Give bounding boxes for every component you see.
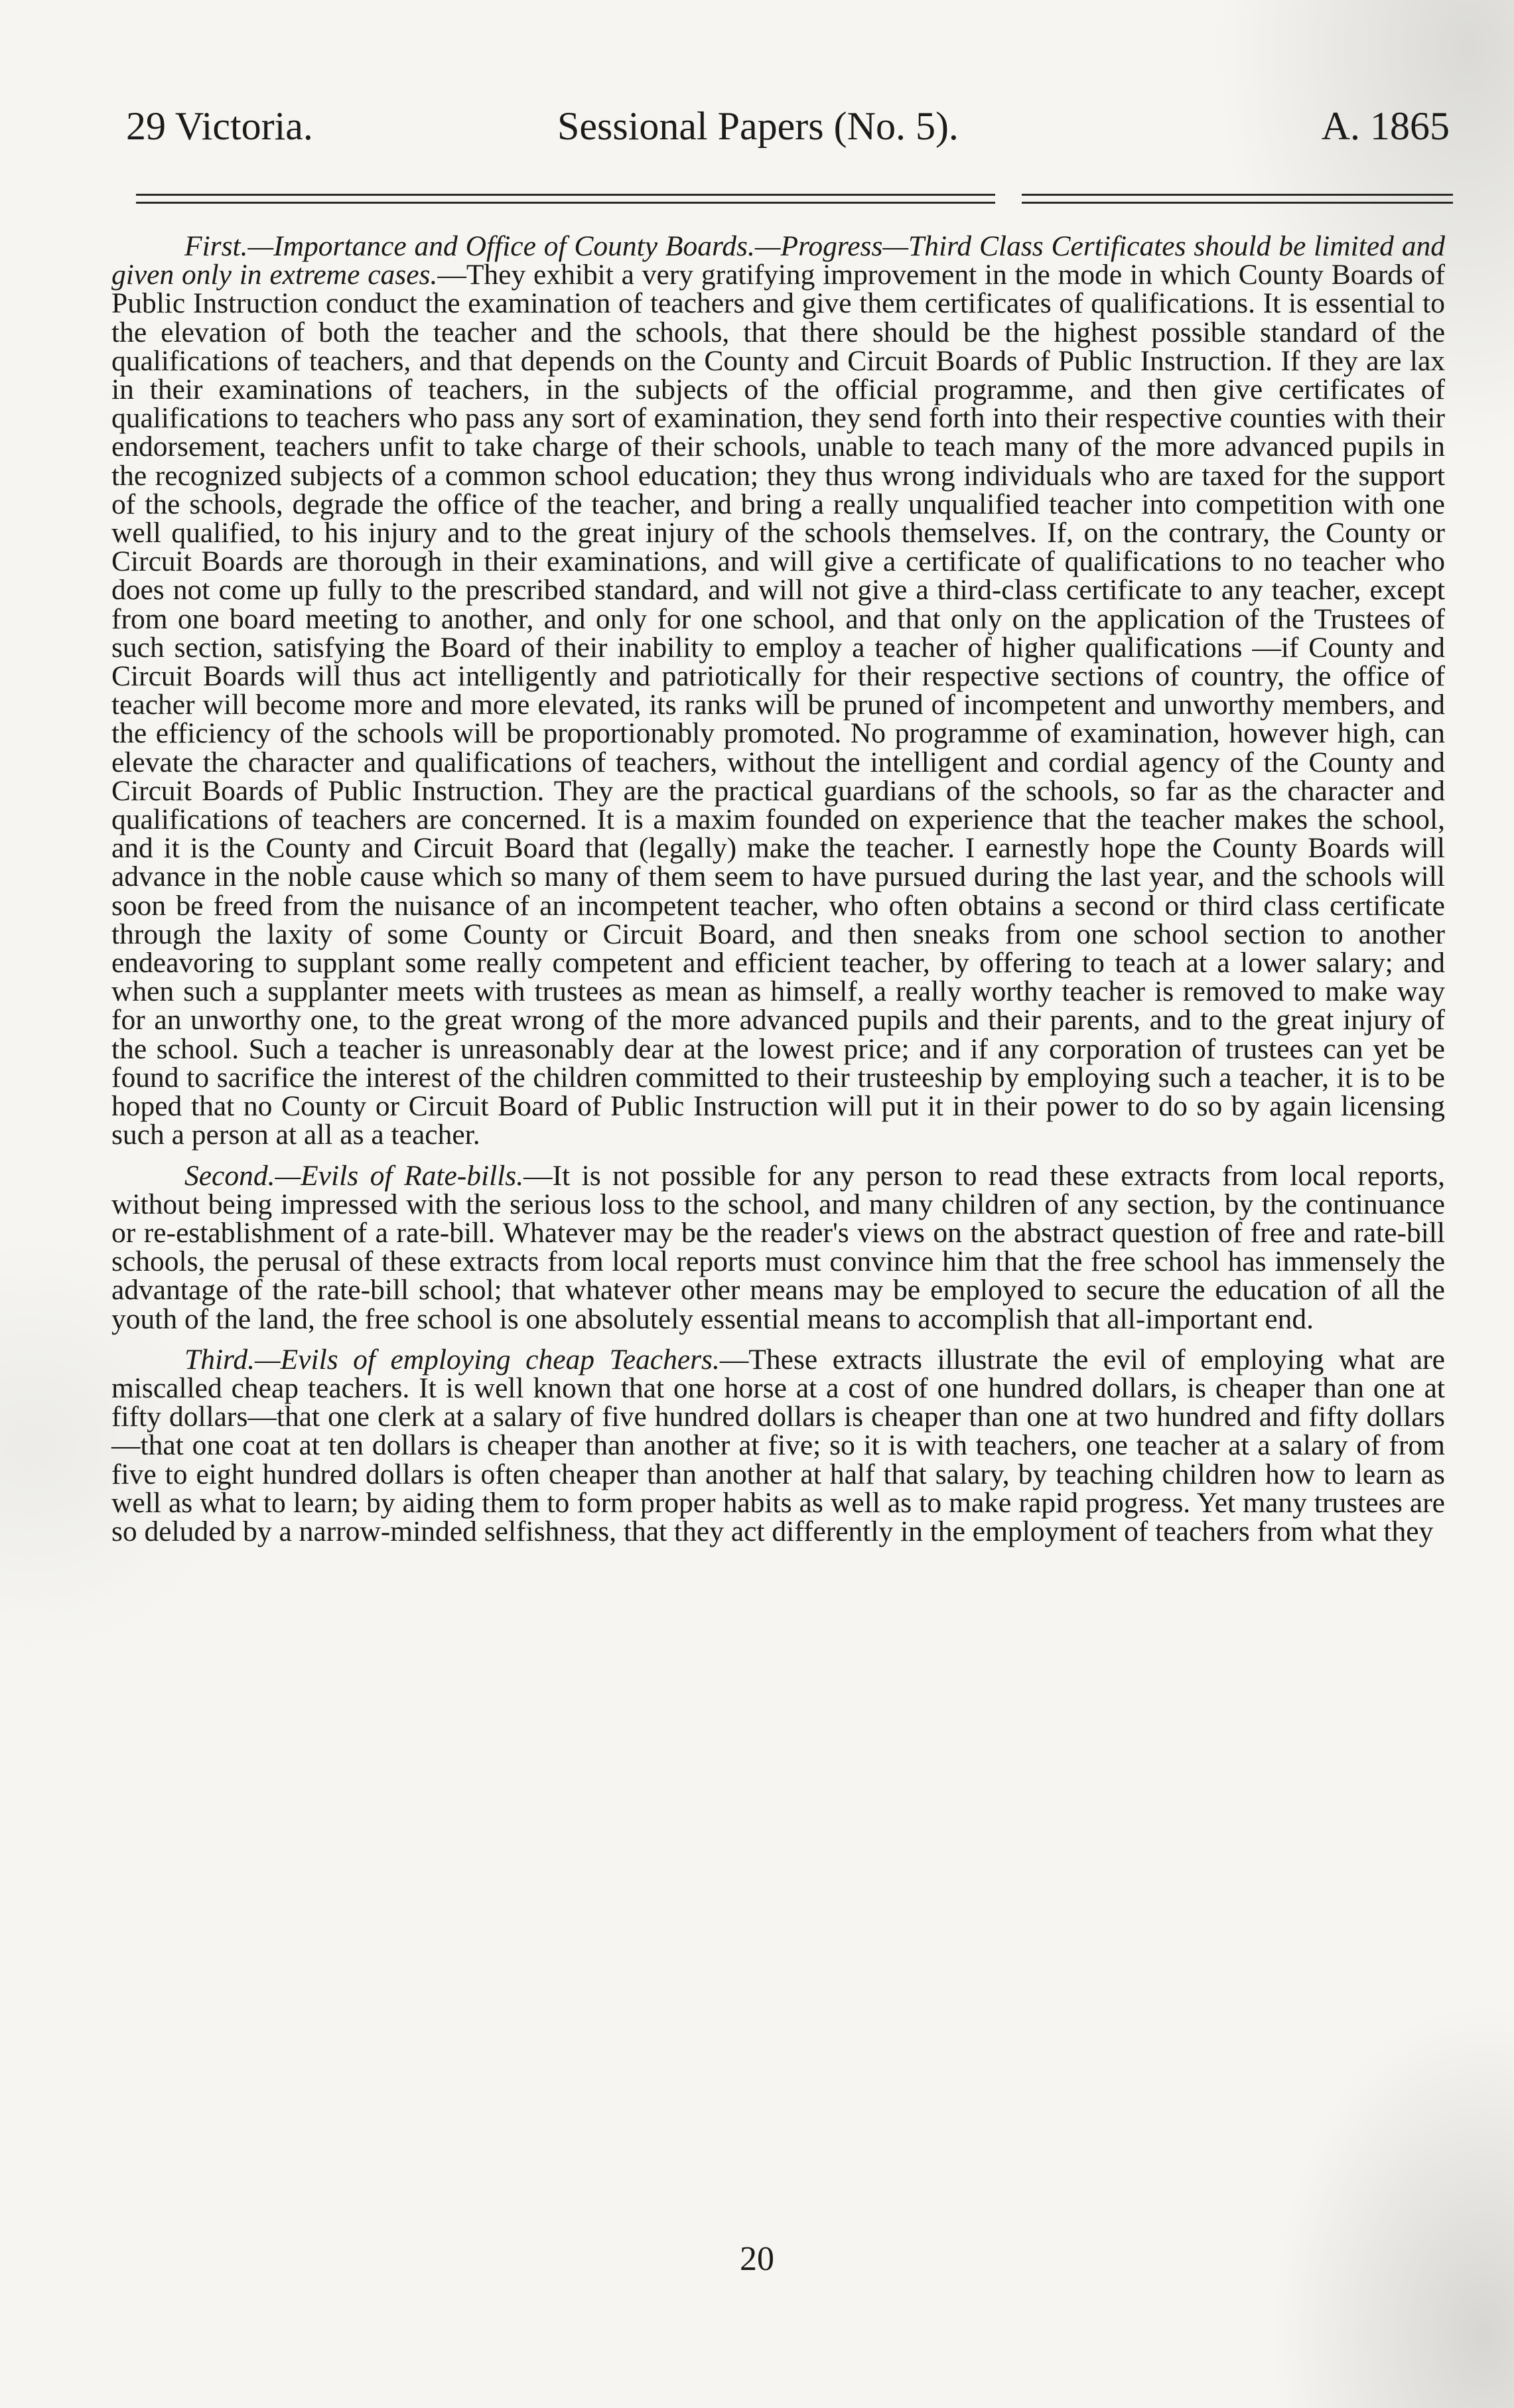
rule-left-upper [136, 194, 995, 196]
header-series-year: A. 1865 [1321, 104, 1450, 148]
body-text [111, 232, 1445, 1546]
paragraph-body: —They exhibit a very gratifying improvement in the mode in which County Boards of Public Instruction conduct the examination of teachers and give them certificates of qualifications. It is essential to the elevation of both the teacher and the schools, that there should be the highest possible standard of the qualifications of teachers, and that depends on the County and Circuit Boards of Public Instruction. If they are lax in their examinations of teachers, in the subjects of the official programme, and then give certificates of qualifications to teachers who pass any sort of examination, they send forth into their respective counties with their endorsement, teachers unfit to take charge of their schools, unable to teach many of the more advanced pupils in the recognized subjects of a common school education; they thus wrong individuals who are taxed for the support of the schools, degrade the office of the teacher, and bring a really unqualified teacher into competition with one well qualified, to his injury and to the great injury of the schools themselves. If, on the contrary, the County or Circuit Boards are thorough in their examinations, and will give a certificate of qualifications to no teacher who does not come up fully to the prescribed standard, and will not give a third-class certificate to any teacher, except from one board meeting to another, and only for one school, and that only on the application of the Trustees of such section, satisfying the Board of their inability to employ a teacher of higher qualifications —if County and Circuit Boards will thus act intelligently and patriotically for their respective sections of country, the office of teacher will become more and more elevated, its ranks will be pruned of incompetent and unworthy members, and the efficiency of the schools will be proportionably promoted. No programme of examination, however high, can elevate the character and qualifications of teachers, without the intelligent and cordial agency of the County and Circuit Boards of Public Instruction. They are the practical guardians of the schools, so far as the character and qualifications of teachers are concerned. It is a maxim founded on experience that the teacher makes the school, and it is the County and Circuit Board that (legally) make the teacher. I earnestly hope the County Boards will advance in the noble cause which so many of them seem to have pursued during the last year, and the schools will soon be freed from the nuisance of an incompetent teacher, who often obtains a second or third class certificate through the laxity of some County or Circuit Board, and then sneaks from one school section to another endeavoring to supplant some really competent and efficient teacher, by offering to teach at a lower salary; and when such a supplanter meets with trustees as mean as himself, a really worthy teacher is removed to make way for an unworthy one, to the great wrong of the more advanced pupils and their parents, and to the great injury of the school. Such a teacher is unreasonably dear at the lowest price; and if any corporation of trustees can yet be found to sacrifice the interest of the children committed to their trusteeship by employing such a teacher, it is to be hoped that no County or Circuit Board of Public Instruction will put it in their power to do so by again licensing such a person at all as a teacher. [111, 259, 1445, 1151]
rule-right-upper [1022, 194, 1453, 196]
header-title: Sessional Papers (No. 5). [557, 104, 959, 148]
paragraph-lead: Third.—Evils of employing cheap Teachers. [184, 1343, 720, 1376]
paragraph-body: —It is not possible for any person to read these extracts from local reports, without being impressed with the serious loss to the school, and many children of any section, by the continuance or re-establishment of a rate-bill. Whatever may be the reader's views on the abstract question of free and rate-bill schools, the perusal of these extracts from local reports must convince him that the free school has immensely the advantage of the rate-bill school; that whatever other means may be employed to secure the education of all the youth of the land, the free school is one absolutely essential means to accomplish that all-important end. [111, 1159, 1446, 1335]
rule-right-lower [1022, 202, 1453, 204]
paragraph-lead: Second.—Evils of Rate-bills. [184, 1159, 524, 1192]
paragraph-body: —These extracts illustrate the evil of employing what are miscalled cheap teachers. It is well known that one horse at a cost of one hundred dollars, is cheaper than one at fifty dollars—that one clerk at a salary of five hundred dollars is cheaper than one at two hundred and fifty dollars—that one coat at ten dollars is cheaper than another at five; so it is with teachers, one teacher at a salary of from five to eight hundred dollars is often cheaper than another at half that salary, by teaching children how to learn as well as what to learn; by aiding them to form proper habits as well as to make rapid progress. Yet many trustees are so deluded by a narrow-minded selfishness, that they act differently in the employment of teachers from what they [111, 1343, 1445, 1547]
paragraph-first [111, 232, 1445, 1150]
page-number: 20 [740, 2240, 774, 2278]
header-volume: 29 Victoria. [126, 104, 313, 148]
rule-left-lower [136, 202, 995, 204]
paragraph-second [111, 1159, 1446, 1335]
paragraph-lead: First.—Importance and Office of County Boards.—Progress—Third Class Certificates should be limited and given only in extreme cases. [111, 230, 1445, 291]
running-header [126, 100, 1450, 159]
header-rules [136, 192, 1453, 219]
paragraph-third [111, 1343, 1445, 1547]
